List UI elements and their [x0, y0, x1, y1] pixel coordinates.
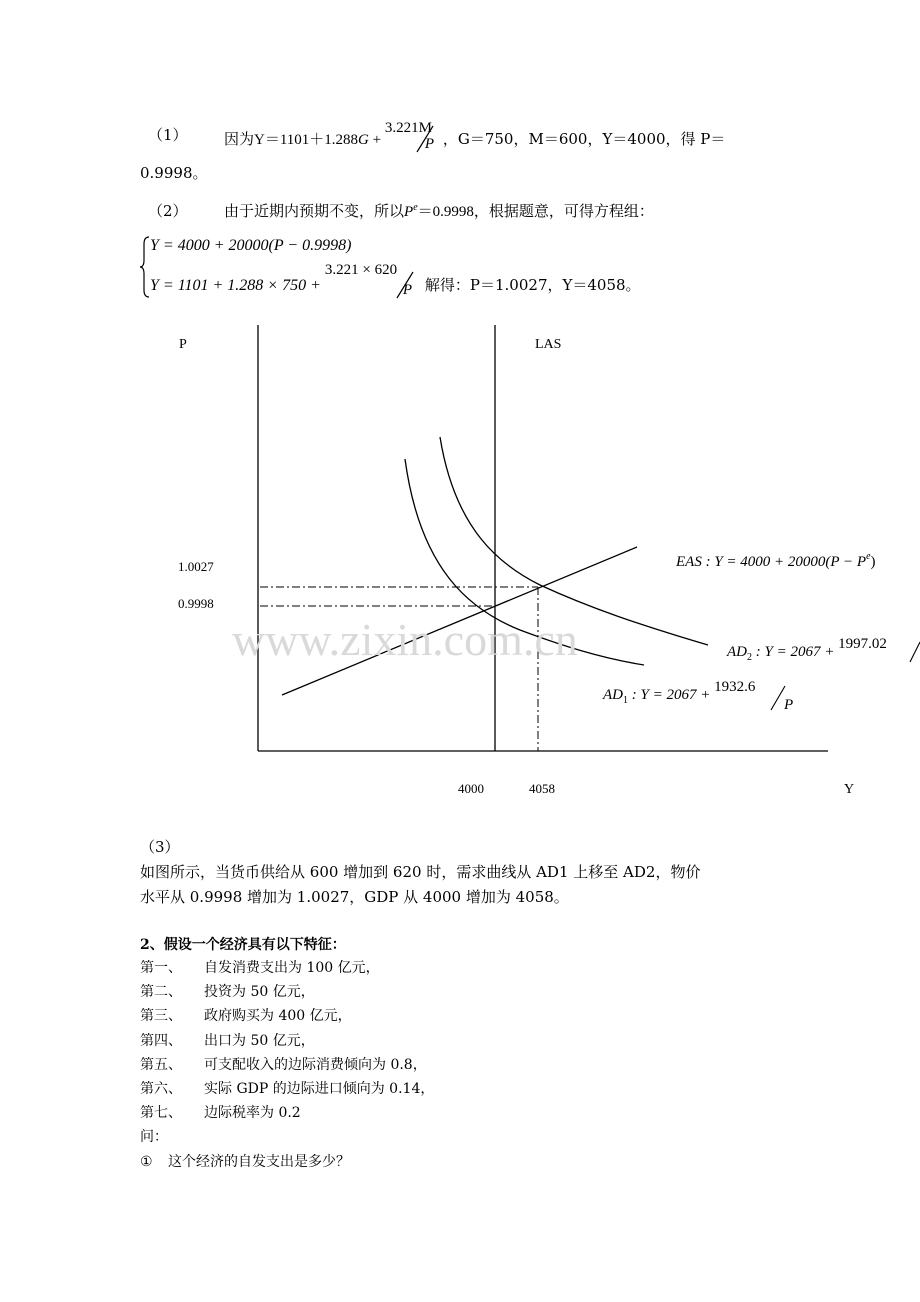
q1-var-g: G — [358, 132, 369, 148]
ad2-frac-num: 1997.02 — [838, 636, 887, 652]
problem2-item — [140, 1077, 434, 1101]
item-num: 第七、 — [140, 1105, 182, 1122]
item-text: 政府购买为 400 亿元， — [204, 1008, 352, 1025]
item-num: 第六、 — [140, 1081, 182, 1098]
q1-frac-den: P — [424, 136, 435, 152]
ad1-frac-den: P — [784, 697, 794, 713]
q1-sentence — [224, 120, 726, 158]
x-axis-label: Y — [844, 782, 855, 797]
watermark: www.zixin.com.cn — [232, 614, 578, 665]
item-text: 可支配收入的边际消费倾向为 0.8， — [204, 1056, 427, 1073]
ad2-frac-slash — [910, 642, 920, 662]
q1-label: （1） — [148, 126, 188, 144]
q2-pe: P — [404, 204, 414, 220]
q2-eq2-den: P — [402, 282, 413, 298]
problem2-item — [140, 980, 434, 1004]
ad1-label-name: AD — [603, 687, 623, 703]
item-text: 投资为 50 亿元， — [204, 984, 315, 1001]
ad2-label-rest: : Y = 2067 + — [752, 644, 839, 660]
ad2-label — [726, 636, 887, 663]
item-num: 第四、 — [140, 1032, 182, 1049]
ad1-label-rest: : Y = 2067 + — [628, 687, 715, 703]
q2-sentence — [224, 200, 654, 221]
tick-x-4000: 4000 — [458, 781, 484, 796]
ad-as-chart — [0, 310, 920, 810]
q2-eq2-line — [150, 262, 641, 304]
ad1-frac-slash — [771, 686, 785, 710]
subq-num: ① — [140, 1153, 153, 1170]
q1-equation-lhs: Y＝1101＋1.288 — [254, 132, 359, 148]
q1-plus: + — [368, 132, 385, 148]
item-num: 第五、 — [140, 1056, 182, 1073]
q3-label: （3） — [140, 838, 180, 856]
ad2-label-sub: 2 — [747, 652, 752, 663]
item-num: 第二、 — [140, 984, 182, 1001]
q2-text-a: 由于近期内预期不变，所以 — [224, 202, 405, 220]
las-label: LAS — [535, 337, 562, 352]
tick-x-4058: 4058 — [529, 781, 555, 796]
q2-eq2: Y = 1101 + 1.288 × 750 + — [150, 277, 325, 294]
ad2-label-name: AD — [727, 644, 747, 660]
problem2-list — [140, 956, 434, 1174]
q1-because: 因为 — [224, 130, 255, 148]
ad1-label — [602, 679, 756, 706]
q3-para1: 如图所示，当货币供给从 600 增加到 620 时，需求曲线从 AD1 上移至 AD2，物价 — [140, 863, 701, 881]
q2-label: （2） — [148, 202, 188, 220]
tick-y-10027: 1.0027 — [178, 559, 214, 574]
q1-result: 0.9998。 — [140, 164, 208, 182]
q3-para2: 水平从 0.9998 增加为 1.0027，GDP 从 4000 增加为 4058。 — [140, 888, 569, 906]
item-text: 实际 GDP 的边际进口倾向为 0.14， — [204, 1081, 435, 1098]
q1-given: ，G＝750，M＝600，Y＝4000，得 P＝ — [442, 130, 726, 148]
problem2-ask: 问： — [140, 1129, 168, 1146]
q2-pe-sup: e — [413, 202, 418, 213]
eas-label — [675, 551, 876, 570]
ad1-label-sub: 1 — [623, 695, 628, 706]
q1-frac-num: 3.221M — [384, 120, 432, 136]
q2-eq1: Y = 4000 + 20000(P − 0.9998) — [150, 237, 352, 254]
problem2-item — [140, 1053, 434, 1077]
item-num: 第三、 — [140, 1008, 182, 1025]
tick-y-09998: 0.9998 — [178, 596, 214, 611]
problem2-item — [140, 1029, 434, 1053]
equation-brace — [140, 236, 150, 298]
q1-fraction — [384, 120, 443, 158]
q2-eq2-num: 3.221 × 620 — [324, 262, 398, 278]
q2-solution: 解得：P＝1.0027，Y＝4058。 — [424, 276, 641, 294]
item-num: 第一、 — [140, 960, 182, 976]
ad1-frac-num: 1932.6 — [714, 679, 756, 695]
item-text: 自发消费支出为 100 亿元， — [204, 960, 380, 976]
problem2-subq — [140, 1150, 434, 1174]
eas-label-end: ) — [870, 554, 876, 570]
q2-eq2-fraction — [324, 262, 425, 304]
eas-label-main: EAS : Y = 4000 + 20000(P − P — [676, 554, 867, 570]
problem2-item — [140, 956, 434, 980]
item-text: 边际税率为 0.2 — [204, 1105, 301, 1122]
q2-text-b: ＝0.9998，根据题意，可得方程组： — [417, 204, 654, 220]
problem2-item — [140, 1004, 434, 1028]
problem2-heading: 2、假设一个经济具有以下特征： — [140, 937, 346, 953]
y-axis-label: P — [179, 337, 187, 352]
subq-text: 这个经济的自发支出是多少？ — [168, 1153, 350, 1170]
problem2-item — [140, 1101, 434, 1125]
item-text: 出口为 50 亿元， — [204, 1032, 315, 1049]
eas-label-sup: e — [866, 551, 871, 562]
